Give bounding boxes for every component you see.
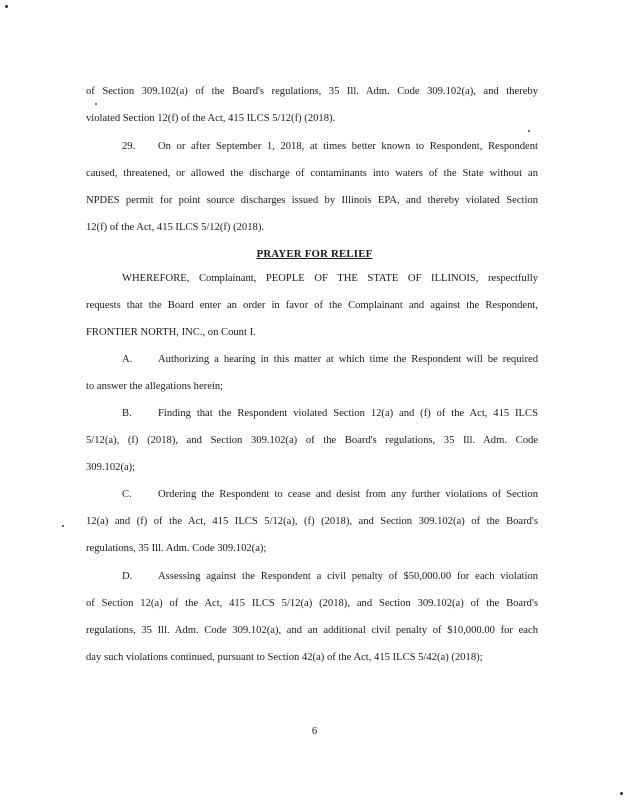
text-line: NPDES permit for point source discharges issued by Illinois EPA, and thereby violated Section <box>86 195 538 206</box>
text-line: Finding that the Respondent violated Section 12(a) and (f) of the Act, 415 ILCS <box>158 408 538 419</box>
text-line: On or after September 1, 2018, at times better known to Respondent, Respondent <box>158 141 538 152</box>
text-line: regulations, 35 Ill. Adm. Code 309.102(a); <box>86 543 267 554</box>
scan-speck <box>620 792 623 795</box>
text-line: FRONTIER NORTH, INC., on Count I. <box>86 327 256 338</box>
page-number: 6 <box>311 726 318 737</box>
item-label-b: B. <box>122 408 132 419</box>
text-line: 309.102(a); <box>86 462 136 473</box>
section-heading: PRAYER FOR RELIEF <box>256 248 373 260</box>
item-label-d: D. <box>122 571 133 582</box>
text-line: Authorizing a hearing in this matter at which time the Respondent will be required <box>158 354 538 365</box>
text-line: Assessing against the Respondent a civil penalty of $50,000.00 for each violation <box>158 571 538 582</box>
text-line: Ordering the Respondent to cease and desist from any further violations of Section <box>158 489 538 500</box>
text-line: 5/12(a), (f) (2018), and Section 309.102(a) of the Board's regulations, 35 Ill. Adm. Code <box>86 435 538 446</box>
scan-speck <box>5 5 8 8</box>
scan-speck <box>95 103 97 105</box>
text-line: regulations, 35 Ill. Adm. Code 309.102(a), and an additional civil penalty of $10,000.00 for each <box>86 625 538 636</box>
text-line: WHEREFORE, Complainant, PEOPLE OF THE STATE OF ILLINOIS, respectfully <box>122 273 538 284</box>
scan-speck <box>62 525 64 527</box>
text-line: of Section 12(a) of the Act, 415 ILCS 5/12(a) (2018), and Section 309.102(a) of the Board's <box>86 598 538 609</box>
text-line: caused, threatened, or allowed the discharge of contaminants into waters of the State without an <box>86 168 538 179</box>
text-line: violated Section 12(f) of the Act, 415 ILCS 5/12(f) (2018). <box>86 113 336 124</box>
scan-speck <box>528 130 530 132</box>
text-line: to answer the allegations herein; <box>86 381 224 392</box>
text-line: requests that the Board enter an order in favor of the Complainant and against the Respondent, <box>86 300 538 311</box>
text-line: 12(f) of the Act, 415 ILCS 5/12(f) (2018). <box>86 222 264 233</box>
text-line: of Section 309.102(a) of the Board's regulations, 35 Ill. Adm. Code 309.102(a), and thereby <box>86 86 538 97</box>
text-line: 12(a) and (f) of the Act, 415 ILCS 5/12(a), (f) (2018), and Section 309.102(a) of the Board's <box>86 516 538 527</box>
paragraph-number: 29. <box>122 141 136 152</box>
item-label-c: C. <box>122 489 132 500</box>
text-line: day such violations continued, pursuant to Section 42(a) of the Act, 415 ILCS 5/42(a) (2018); <box>86 652 483 663</box>
item-label-a: A. <box>122 354 133 365</box>
